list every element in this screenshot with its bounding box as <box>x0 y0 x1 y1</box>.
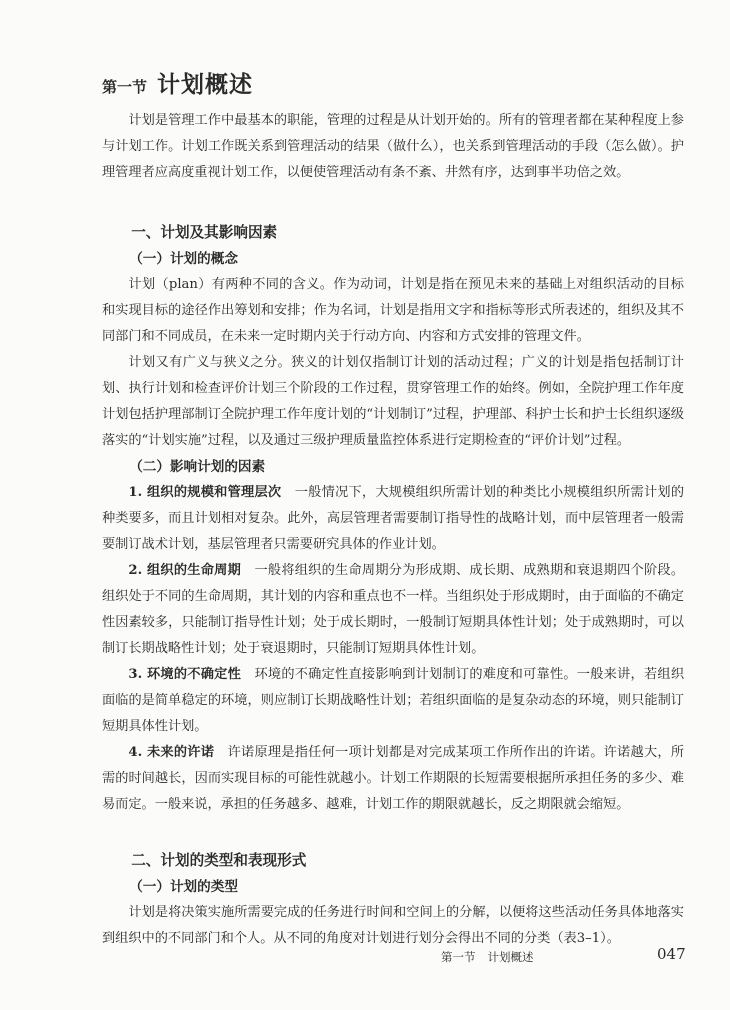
factor-paragraph-1 <box>102 480 684 558</box>
factor-lead-2: 2. 组织的生命周期 <box>128 563 242 578</box>
factor-text-2: 一般将组织的生命周期分为形成期、成长期、成熟期和衰退期四个阶段。组织处于不同的生命周期，其计划的内容和重点也不一样。当组织处于形成期时，由于面临的不确定性因素较多，只能制订指导性计划；处于成长期时，一般制订短期具体性计划；处于成熟期时，可以制订长期战略性计划；处于衰退期时，只能制订短期具体性计划。 <box>102 563 685 656</box>
subheading-factors: （二）影响计划的因素 <box>129 459 266 475</box>
factor-lead-3: 3. 环境的不确定性 <box>128 667 242 682</box>
section-number: 第一节 <box>102 78 148 96</box>
factor-lead-1: 1. 组织的规模和管理层次 <box>128 485 282 500</box>
intro-paragraph: 计划是管理工作中最基本的职能，管理的过程是从计划开始的。所有的管理者都在某种程度上参与计划工作。计划工作既关系到管理活动的结果（做什么），也关系到管理活动的手段（怎么做）。护理管理者应高度重视计划工作，以便使管理活动有条不紊、井然有序，达到事半功倍之效。 <box>102 113 684 180</box>
section-title <box>102 66 253 99</box>
factor-text-4: 许诺原理是指任何一项计划都是对完成某项工作所作出的许诺。许诺越大，所需的时间越长，因而实现目标的可能性就越小。计划工作期限的长短需要根据所承担任务的多少、难易而定。一般来说，承担的任务越多、越难，计划工作的期限就越长，反之期限就会缩短。 <box>102 745 685 812</box>
subheading-types: （一）计划的类型 <box>129 879 238 895</box>
spacer <box>102 818 684 848</box>
page-footer <box>441 949 534 965</box>
spacer <box>102 186 684 220</box>
factor-lead-4: 4. 未来的许诺 <box>128 745 215 760</box>
factor-text-1: 一般情况下，大规模组织所需计划的种类比小规模组织所需计划的种类要多，而且计划相对复杂。此外，高层管理者需要制订指导性的战略计划，而中层管理者一般需要制订战术计划，基层管理者只需要研究具体的作业计划。 <box>102 485 685 552</box>
factor-paragraph-2 <box>102 558 684 662</box>
concept-paragraph-1: 计划（plan）有两种不同的含义。作为动词，计划是指在预见未来的基础上对组织活动的目标和实现目标的途径作出筹划和安排；作为名词，计划是指用文字和指标等形式所表述的，组织及其不同部门和不同成员，在未来一定时期内关于行动方向、内容和方式安排的管理文件。 <box>102 277 684 344</box>
types-paragraph-1: 计划是将决策实施所需要完成的任务进行时间和空间上的分解，以便将这些活动任务具体地落实到组织中的不同部门和个人。从不同的角度对计划进行划分会得出不同的分类（表3–1）。 <box>102 905 684 946</box>
subheading-concept: （一）计划的概念 <box>129 251 238 267</box>
body-text <box>102 108 684 952</box>
concept-paragraph-2: 计划又有广义与狭义之分。狭义的计划仅指制订计划的活动过程；广义的计划是指包括制订计划、执行计划和检查评价计划三个阶段的工作过程，贯穿管理工作的始终。例如，全院护理工作年度计划包括护理部制订全院护理工作年度计划的“计划制订”过程，护理部、科护士长和护士长组织逐级落实的“计划实施”过程，以及通过三级护理质量监控体系进行定期检查的“评价计划”过程。 <box>102 355 684 448</box>
factor-paragraph-4 <box>102 740 684 818</box>
factor-paragraph-3 <box>102 662 684 740</box>
heading-part-2: 二、计划的类型和表现形式 <box>131 852 307 869</box>
heading-part-1: 一、计划及其影响因素 <box>131 224 278 241</box>
footer-title: 计划概述 <box>487 950 534 964</box>
factor-text-3: 环境的不确定性直接影响到计划制订的难度和可靠性。一般来讲，若组织面临的是简单稳定的环境，则应制订长期战略性计划；若组织面临的是复杂动态的环境，则只能制订短期具体性计划。 <box>102 667 685 734</box>
footer-section: 第一节 <box>441 950 476 964</box>
section-name: 计划概述 <box>157 71 254 98</box>
page-number: 047 <box>657 945 686 963</box>
